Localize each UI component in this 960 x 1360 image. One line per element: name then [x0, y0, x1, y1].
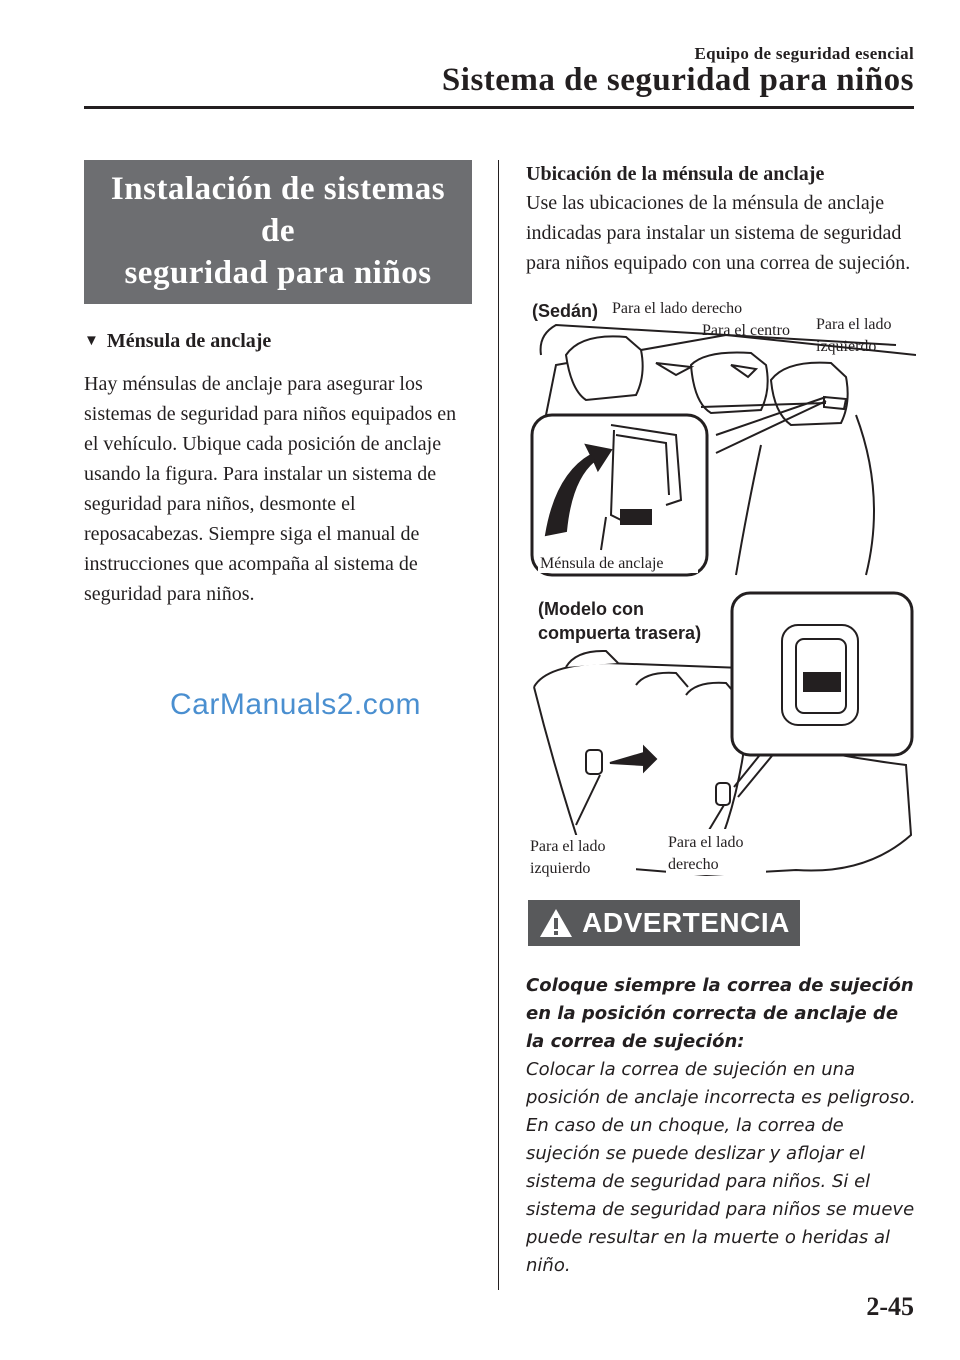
hatch-left-label-2: izquierdo — [530, 860, 591, 877]
label-center: Para el centro — [702, 322, 790, 339]
header-rule — [84, 106, 914, 109]
right-body-text: Use las ubicaciones de la ménsula de anclaje indicadas para instalar un sistema de seguridad para niños equipado con una correa de sujeción. — [526, 192, 911, 274]
banner-line-1: Instalación de sistemas de — [110, 171, 446, 249]
subheading-text: Ménsula de anclaje — [106, 330, 272, 352]
hatch-left-label-1: Para el lado — [530, 838, 606, 855]
triangle-down-icon: ▼ — [84, 333, 99, 349]
watermark: CarManuals2.com — [170, 688, 421, 721]
label-left-side-1: Para el lado — [816, 316, 892, 333]
left-body-text: Hay ménsulas de anclaje para asegurar los sistemas de seguridad para niños equipados en el vehículo. Ubique cada posición de anclaje usando la figura. Para instalar un sistema de seguridad para niños, desmonte el reposacabezas. Siempre siga el manual de instrucciones que acompaña al sistema de seguridad para niños. — [84, 373, 457, 605]
anchor-figure — [526, 295, 916, 885]
left-column — [84, 160, 472, 609]
label-left-side-2: izquierdo — [816, 338, 877, 355]
warning-banner — [528, 900, 800, 946]
header-title: Sistema de seguridad para niños — [441, 62, 914, 98]
subheading — [84, 330, 472, 353]
page-number: 2-45 — [866, 1292, 914, 1321]
label-bracket: Ménsula de anclaje — [540, 555, 664, 572]
warning-label: ADVERTENCIA — [582, 907, 790, 938]
sedan-label: (Sedán) — [532, 301, 599, 321]
label-right-side: Para el lado derecho — [612, 300, 743, 317]
hatch-label-2: compuerta trasera) — [538, 623, 702, 643]
warning-text — [526, 972, 918, 1280]
hatch-label-1: (Modelo con — [538, 599, 644, 619]
section-banner — [84, 160, 472, 304]
column-divider — [498, 160, 499, 1290]
header-section: Equipo de seguridad esencial — [694, 44, 914, 63]
seat-illustration — [526, 295, 916, 885]
warning-body-text: Colocar la correa de sujeción en una posición de anclaje incorrecta es peligroso. En caso de un choque, la correa de sujeción se puede deslizar y aflojar el sistema de seguridad para niños. Si el sistema de seguridad para niños se mueve puede resultar en la muerte o heridas al niño. — [526, 1059, 916, 1276]
right-heading: Ubicación de la ménsula de anclaje — [526, 163, 825, 185]
warning-triangle-icon — [538, 907, 574, 939]
hatch-right-label-2: derecho — [668, 856, 719, 873]
hatch-right-label-1: Para el lado — [668, 834, 744, 851]
right-column — [526, 160, 916, 278]
warning-bold-text: Coloque siempre la correa de sujeción en la posición correcta de anclaje de la correa de sujeción: — [526, 975, 914, 1052]
banner-line-2: seguridad para niños — [124, 255, 432, 291]
